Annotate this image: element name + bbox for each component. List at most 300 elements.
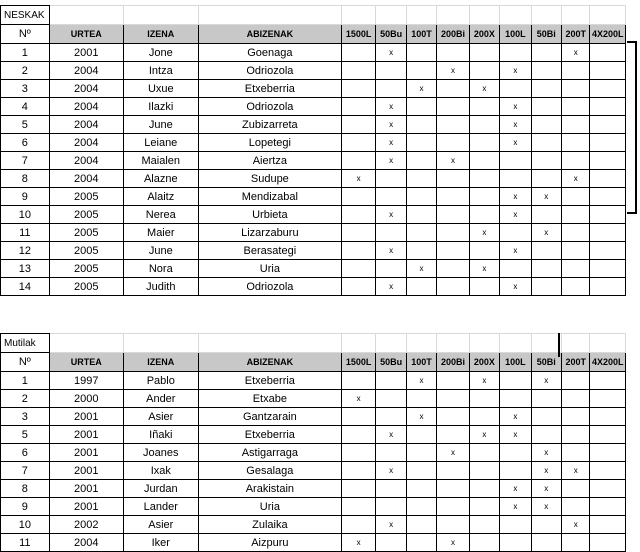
empty-cell: [531, 334, 561, 353]
event-cell: [562, 206, 590, 224]
event-cell: [562, 444, 590, 462]
event-cell: [531, 44, 561, 62]
event-cell: [341, 408, 375, 426]
surname: Aiertza: [198, 152, 341, 170]
event-cell: [500, 534, 531, 552]
boys-table-body: [1, 334, 626, 552]
row-number: 8: [1, 480, 50, 498]
event-cell: [437, 408, 469, 426]
event-mark: x: [376, 426, 406, 444]
event-mark: x: [469, 260, 499, 278]
event-mark: x: [406, 260, 436, 278]
event-cell: [590, 242, 626, 260]
event-cell: [376, 80, 406, 98]
table-row: [1, 206, 626, 224]
first-name: Jone: [123, 44, 198, 62]
event-mark: x: [500, 116, 531, 134]
table-row: [1, 116, 626, 134]
event-mark: x: [437, 62, 469, 80]
column-header: IZENA: [123, 25, 198, 44]
event-mark: x: [500, 206, 531, 224]
event-mark: x: [406, 80, 436, 98]
birth-year: 2004: [49, 134, 123, 152]
surname: Sudupe: [198, 170, 341, 188]
row-number: 7: [1, 462, 50, 480]
event-cell: [531, 426, 561, 444]
event-cell: [469, 498, 499, 516]
event-cell: [562, 372, 590, 390]
empty-cell: [469, 334, 499, 353]
event-cell: [376, 444, 406, 462]
event-cell: [500, 224, 531, 242]
birth-year: 2001: [49, 426, 123, 444]
table-row: [1, 534, 626, 552]
event-cell: [469, 242, 499, 260]
column-header: URTEA: [49, 25, 123, 44]
event-cell: [590, 44, 626, 62]
birth-year: 2005: [49, 206, 123, 224]
event-cell: [469, 170, 499, 188]
event-mark: x: [500, 278, 531, 296]
table-row: [1, 260, 626, 278]
event-cell: [406, 242, 436, 260]
event-cell: [437, 134, 469, 152]
event-cell: [562, 242, 590, 260]
event-cell: [437, 278, 469, 296]
birth-year: 2004: [49, 152, 123, 170]
event-cell: [469, 152, 499, 170]
event-mark: x: [500, 134, 531, 152]
birth-year: 2004: [49, 116, 123, 134]
column-header: 200Bi: [437, 353, 469, 372]
surname: Etxabe: [198, 390, 341, 408]
event-cell: [341, 498, 375, 516]
column-header: 100T: [406, 353, 436, 372]
first-name: Leiane: [123, 134, 198, 152]
surname: Gantzarain: [198, 408, 341, 426]
event-cell: [562, 116, 590, 134]
event-cell: [341, 480, 375, 498]
event-cell: [376, 62, 406, 80]
empty-cell: [590, 6, 626, 25]
girls-table: [0, 5, 626, 296]
surname: Odriozola: [198, 278, 341, 296]
event-cell: [341, 260, 375, 278]
event-mark: x: [500, 480, 531, 498]
first-name: June: [123, 116, 198, 134]
event-cell: [376, 224, 406, 242]
event-cell: [562, 480, 590, 498]
empty-cell: [562, 334, 590, 353]
event-cell: [469, 462, 499, 480]
empty-cell: [123, 334, 198, 353]
event-cell: [531, 80, 561, 98]
event-cell: [590, 80, 626, 98]
first-name: Ilazki: [123, 98, 198, 116]
girls-section-title: NESKAK: [1, 6, 50, 25]
event-mark: x: [376, 134, 406, 152]
event-cell: [437, 224, 469, 242]
row-number: 9: [1, 188, 50, 206]
event-mark: x: [500, 242, 531, 260]
event-cell: [531, 408, 561, 426]
surname: Lizarzaburu: [198, 224, 341, 242]
empty-cell: [590, 334, 626, 353]
column-header: ABIZENAK: [198, 25, 341, 44]
first-name: Pablo: [123, 372, 198, 390]
event-cell: [437, 242, 469, 260]
event-mark: x: [341, 170, 375, 188]
event-cell: [590, 170, 626, 188]
divider-line: [558, 333, 560, 357]
first-name: Alazne: [123, 170, 198, 188]
table-row: [1, 516, 626, 534]
event-cell: [531, 260, 561, 278]
empty-cell: [406, 334, 436, 353]
event-cell: [437, 462, 469, 480]
event-cell: [437, 480, 469, 498]
event-cell: [469, 534, 499, 552]
event-cell: [437, 44, 469, 62]
surname: Urbieta: [198, 206, 341, 224]
row-number: 7: [1, 152, 50, 170]
event-cell: [500, 444, 531, 462]
event-cell: [437, 516, 469, 534]
event-cell: [376, 390, 406, 408]
surname: Uria: [198, 498, 341, 516]
event-mark: x: [437, 534, 469, 552]
table-row: [1, 480, 626, 498]
table-row: [1, 134, 626, 152]
event-cell: [406, 278, 436, 296]
event-cell: [469, 188, 499, 206]
first-name: Ixak: [123, 462, 198, 480]
event-cell: [562, 152, 590, 170]
column-header: 4X200L: [590, 25, 626, 44]
event-mark: x: [376, 98, 406, 116]
event-mark: x: [341, 534, 375, 552]
row-number: 1: [1, 372, 50, 390]
event-cell: [531, 206, 561, 224]
column-header: 200T: [562, 353, 590, 372]
first-name: Iñaki: [123, 426, 198, 444]
event-cell: [437, 206, 469, 224]
first-name: Nora: [123, 260, 198, 278]
event-cell: [376, 534, 406, 552]
event-cell: [562, 390, 590, 408]
table-row: [1, 242, 626, 260]
birth-year: 1997: [49, 372, 123, 390]
row-number: 4: [1, 98, 50, 116]
event-cell: [531, 62, 561, 80]
table-row: [1, 462, 626, 480]
event-mark: x: [376, 206, 406, 224]
event-cell: [341, 80, 375, 98]
event-mark: x: [531, 480, 561, 498]
column-header: 200X: [469, 353, 499, 372]
event-cell: [437, 170, 469, 188]
event-cell: [406, 44, 436, 62]
event-cell: [590, 260, 626, 278]
first-name: Jurdan: [123, 480, 198, 498]
event-cell: [437, 426, 469, 444]
event-cell: [562, 80, 590, 98]
event-cell: [341, 224, 375, 242]
event-cell: [500, 152, 531, 170]
event-mark: x: [469, 372, 499, 390]
event-cell: [341, 372, 375, 390]
birth-year: 2001: [49, 462, 123, 480]
event-cell: [562, 426, 590, 444]
event-cell: [406, 206, 436, 224]
event-cell: [469, 62, 499, 80]
event-mark: x: [469, 224, 499, 242]
table-row: [1, 498, 626, 516]
event-cell: [590, 534, 626, 552]
empty-cell: [341, 6, 375, 25]
event-cell: [406, 426, 436, 444]
empty-cell: [562, 6, 590, 25]
event-cell: [590, 372, 626, 390]
event-cell: [406, 152, 436, 170]
event-cell: [469, 480, 499, 498]
event-cell: [562, 62, 590, 80]
first-name: Maialen: [123, 152, 198, 170]
empty-cell: [469, 6, 499, 25]
column-header: IZENA: [123, 353, 198, 372]
birth-year: 2001: [49, 444, 123, 462]
event-cell: [562, 260, 590, 278]
first-name: Lander: [123, 498, 198, 516]
surname: Mendizabal: [198, 188, 341, 206]
event-cell: [406, 62, 436, 80]
event-mark: x: [500, 426, 531, 444]
surname: Berasategi: [198, 242, 341, 260]
empty-cell: [500, 334, 531, 353]
birth-year: 2001: [49, 44, 123, 62]
boys-section-title: Mutilak: [1, 334, 50, 353]
event-cell: [406, 534, 436, 552]
event-cell: [590, 278, 626, 296]
surname: Odriozola: [198, 62, 341, 80]
event-cell: [562, 224, 590, 242]
event-cell: [531, 98, 561, 116]
event-cell: [590, 462, 626, 480]
event-cell: [469, 44, 499, 62]
event-cell: [562, 498, 590, 516]
column-header: 100L: [500, 25, 531, 44]
column-header: Nº: [1, 353, 50, 372]
first-name: Alaitz: [123, 188, 198, 206]
event-mark: x: [406, 408, 436, 426]
event-cell: [531, 152, 561, 170]
event-cell: [531, 242, 561, 260]
column-header: ABIZENAK: [198, 353, 341, 372]
column-header: 50Bu: [376, 25, 406, 44]
event-cell: [376, 480, 406, 498]
table-row: [1, 408, 626, 426]
event-mark: x: [562, 516, 590, 534]
event-mark: x: [437, 152, 469, 170]
event-mark: x: [531, 224, 561, 242]
event-cell: [500, 170, 531, 188]
first-name: Iker: [123, 534, 198, 552]
event-mark: x: [341, 390, 375, 408]
event-cell: [590, 498, 626, 516]
event-cell: [341, 242, 375, 260]
column-header: 1500L: [341, 25, 375, 44]
empty-cell: [500, 6, 531, 25]
first-name: Ander: [123, 390, 198, 408]
surname: Etxeberria: [198, 426, 341, 444]
event-cell: [469, 134, 499, 152]
surname: Zubizarreta: [198, 116, 341, 134]
birth-year: 2002: [49, 516, 123, 534]
event-cell: [341, 278, 375, 296]
event-cell: [590, 516, 626, 534]
event-mark: x: [376, 242, 406, 260]
first-name: Uxue: [123, 80, 198, 98]
event-cell: [562, 188, 590, 206]
event-cell: [341, 116, 375, 134]
table-row: [1, 98, 626, 116]
event-mark: x: [437, 444, 469, 462]
event-cell: [469, 116, 499, 134]
event-cell: [437, 116, 469, 134]
event-cell: [406, 98, 436, 116]
empty-cell: [341, 334, 375, 353]
surname: Uria: [198, 260, 341, 278]
surname: Astigarraga: [198, 444, 341, 462]
event-cell: [562, 408, 590, 426]
event-cell: [531, 516, 561, 534]
surname: Odriozola: [198, 98, 341, 116]
event-cell: [590, 152, 626, 170]
empty-cell: [437, 334, 469, 353]
column-header: 100T: [406, 25, 436, 44]
empty-cell: [376, 6, 406, 25]
table-row: [1, 426, 626, 444]
empty-cell: [531, 6, 561, 25]
column-header: 200X: [469, 25, 499, 44]
event-cell: [437, 188, 469, 206]
table-row: [1, 44, 626, 62]
event-mark: x: [469, 426, 499, 444]
column-header: 4X200L: [590, 353, 626, 372]
column-header: 1500L: [341, 353, 375, 372]
event-mark: x: [531, 372, 561, 390]
row-number: 5: [1, 116, 50, 134]
event-cell: [531, 170, 561, 188]
event-cell: [469, 390, 499, 408]
event-cell: [406, 390, 436, 408]
event-cell: [500, 80, 531, 98]
girls-title-row: [1, 6, 626, 25]
row-number: 11: [1, 534, 50, 552]
event-cell: [531, 278, 561, 296]
row-number: 8: [1, 170, 50, 188]
row-number: 10: [1, 516, 50, 534]
event-mark: x: [376, 462, 406, 480]
event-cell: [406, 498, 436, 516]
event-mark: x: [500, 188, 531, 206]
first-name: Maier: [123, 224, 198, 242]
event-mark: x: [376, 516, 406, 534]
first-name: Intza: [123, 62, 198, 80]
event-mark: x: [500, 62, 531, 80]
column-header: 200T: [562, 25, 590, 44]
event-cell: [341, 152, 375, 170]
event-cell: [437, 372, 469, 390]
birth-year: 2004: [49, 80, 123, 98]
event-cell: [406, 480, 436, 498]
girls-header-row: [1, 25, 626, 44]
empty-cell: [437, 6, 469, 25]
column-header: URTEA: [49, 353, 123, 372]
group-bracket: [627, 41, 637, 214]
surname: Gesalaga: [198, 462, 341, 480]
event-cell: [469, 206, 499, 224]
event-mark: x: [562, 462, 590, 480]
birth-year: 2005: [49, 242, 123, 260]
event-cell: [341, 206, 375, 224]
event-cell: [341, 98, 375, 116]
first-name: Asier: [123, 516, 198, 534]
row-number: 3: [1, 80, 50, 98]
birth-year: 2001: [49, 408, 123, 426]
event-mark: x: [500, 498, 531, 516]
empty-cell: [198, 334, 341, 353]
event-cell: [376, 408, 406, 426]
event-mark: x: [531, 444, 561, 462]
event-cell: [376, 170, 406, 188]
event-cell: [341, 62, 375, 80]
surname: Goenaga: [198, 44, 341, 62]
column-header: 50Bu: [376, 353, 406, 372]
table-row: [1, 62, 626, 80]
birth-year: 2001: [49, 498, 123, 516]
event-cell: [341, 188, 375, 206]
surname: Lopetegi: [198, 134, 341, 152]
event-cell: [341, 444, 375, 462]
event-mark: x: [376, 152, 406, 170]
boys-table: [0, 333, 626, 552]
row-number: 14: [1, 278, 50, 296]
event-cell: [590, 98, 626, 116]
table-row: [1, 444, 626, 462]
event-cell: [406, 444, 436, 462]
surname: Etxeberria: [198, 372, 341, 390]
event-cell: [500, 372, 531, 390]
event-cell: [341, 516, 375, 534]
birth-year: 2005: [49, 188, 123, 206]
event-cell: [590, 188, 626, 206]
first-name: June: [123, 242, 198, 260]
event-mark: x: [376, 116, 406, 134]
row-number: 11: [1, 224, 50, 242]
event-cell: [590, 408, 626, 426]
event-mark: x: [500, 98, 531, 116]
table-row: [1, 152, 626, 170]
row-number: 6: [1, 134, 50, 152]
event-cell: [500, 260, 531, 278]
event-cell: [562, 134, 590, 152]
column-header: 100L: [500, 353, 531, 372]
event-cell: [437, 390, 469, 408]
row-number: 2: [1, 62, 50, 80]
event-cell: [341, 44, 375, 62]
table-row: [1, 278, 626, 296]
